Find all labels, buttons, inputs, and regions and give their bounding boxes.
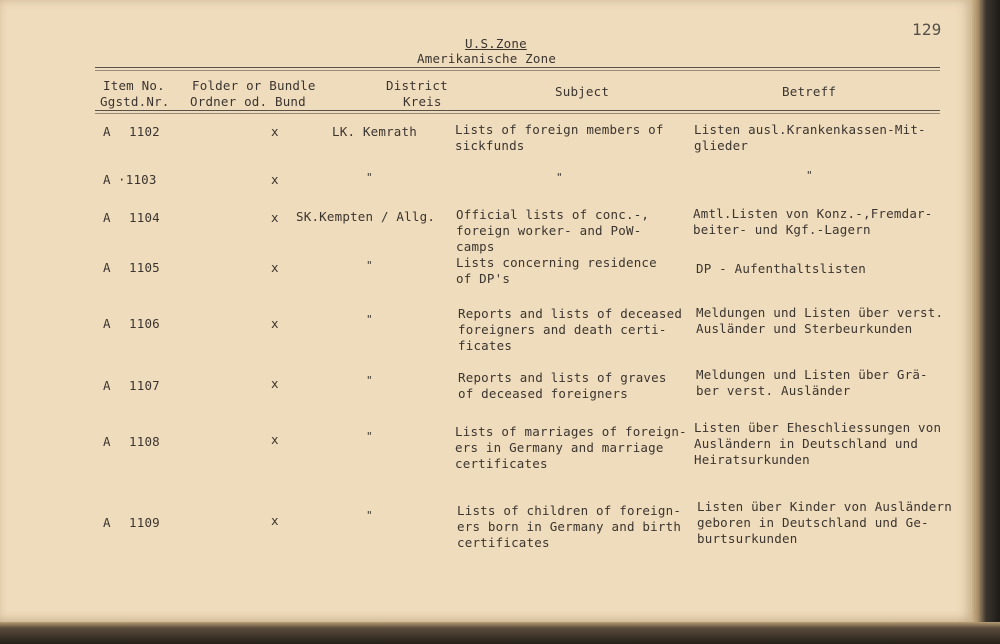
row-district-ditto: " (366, 259, 373, 272)
row-subject: Reports and lists of deceased foreigners and death certi- ficates (458, 306, 683, 353)
row-folder-mark: x (271, 513, 279, 528)
row-district: SK.Kempten / Allg. (296, 209, 436, 224)
row-betreff: Listen über Eheschliessungen von Ausländern in Deutschland und Heiratsurkunden (694, 420, 942, 467)
row-subject-ditto: " (556, 171, 563, 184)
header-rule-bottom-double (95, 113, 940, 114)
row-district-ditto: " (366, 313, 373, 326)
row-folder-mark: x (271, 210, 279, 225)
row-district-ditto: " (366, 374, 373, 387)
row-subject: Lists concerning residence of DP's (456, 255, 657, 286)
zone-title: U.S.Zone (465, 36, 527, 51)
header-folder-line1: Folder or Bundle (192, 78, 316, 93)
row-folder-mark: x (271, 376, 279, 391)
row-district-ditto: " (366, 430, 373, 443)
row-prefix: A (103, 316, 111, 331)
row-subject: Official lists of conc.-, foreign worker- and PoW- camps (456, 207, 650, 254)
row-betreff: Meldungen und Listen über Grä- ber verst. Ausländer (696, 367, 928, 398)
row-subject: Reports and lists of graves of deceased foreigners (458, 370, 667, 401)
row-item-number: 1107 (129, 378, 160, 393)
row-district: LK. Kemrath (332, 124, 417, 139)
row-item-number: 1109 (129, 515, 160, 530)
header-district-line2: Kreis (403, 94, 442, 109)
row-folder-mark: x (271, 260, 279, 275)
row-betreff: Amtl.Listen von Konz.-,Fremdar- beiter- und Kgf.-Lagern (693, 206, 933, 237)
header-folder-line2: Ordner od. Bund (190, 94, 306, 109)
binding-edge (972, 0, 1000, 644)
row-prefix: A (103, 260, 111, 275)
row-betreff: Listen ausl.Krankenkassen-Mit- glieder (694, 122, 926, 153)
row-folder-mark: x (271, 172, 279, 187)
row-betreff: Listen über Kinder von Ausländern geboren in Deutschland und Ge- burtsurkunden (697, 499, 952, 546)
row-prefix: A (103, 124, 111, 139)
row-betreff: DP - Aufenthaltslisten (696, 261, 866, 276)
header-rule-top (95, 67, 940, 68)
zone-subtitle: Amerikanische Zone (417, 51, 557, 66)
row-subject: Lists of foreign members of sickfunds (455, 122, 664, 153)
header-item-line2: Ggstd.Nr. (100, 94, 170, 109)
row-item-number: 1105 (129, 260, 160, 275)
page-bottom-shadow (0, 622, 1000, 644)
header-district-line1: District (386, 78, 448, 93)
row-subject: Lists of children of foreign- ers born in Germany and birth certificates (457, 503, 682, 550)
row-prefix: A (103, 210, 111, 225)
page-number: 129 (912, 20, 942, 39)
row-item-number: 1102 (129, 124, 160, 139)
row-prefix: A (103, 378, 111, 393)
row-folder-mark: x (271, 432, 279, 447)
header-betreff: Betreff (782, 84, 837, 99)
row-betreff-ditto: " (806, 169, 813, 182)
row-district-ditto: " (366, 171, 373, 184)
header-item-line1: Item No. (103, 78, 165, 93)
header-rule-top-double (95, 70, 940, 71)
row-item-number: ·1103 (118, 172, 157, 187)
row-folder-mark: x (271, 124, 279, 139)
row-prefix: A (103, 172, 111, 187)
row-betreff: Meldungen und Listen über verst. Ausländer und Sterbeurkunden (696, 305, 944, 336)
row-item-number: 1108 (129, 434, 160, 449)
header-subject: Subject (555, 84, 610, 99)
row-prefix: A (103, 434, 111, 449)
row-item-number: 1104 (129, 210, 160, 225)
row-folder-mark: x (271, 316, 279, 331)
row-district-ditto: " (366, 509, 373, 522)
row-item-number: 1106 (129, 316, 160, 331)
row-subject: Lists of marriages of foreign- ers in Germany and marriage certificates (455, 424, 687, 471)
header-rule-bottom (95, 110, 940, 111)
row-prefix: A (103, 515, 111, 530)
